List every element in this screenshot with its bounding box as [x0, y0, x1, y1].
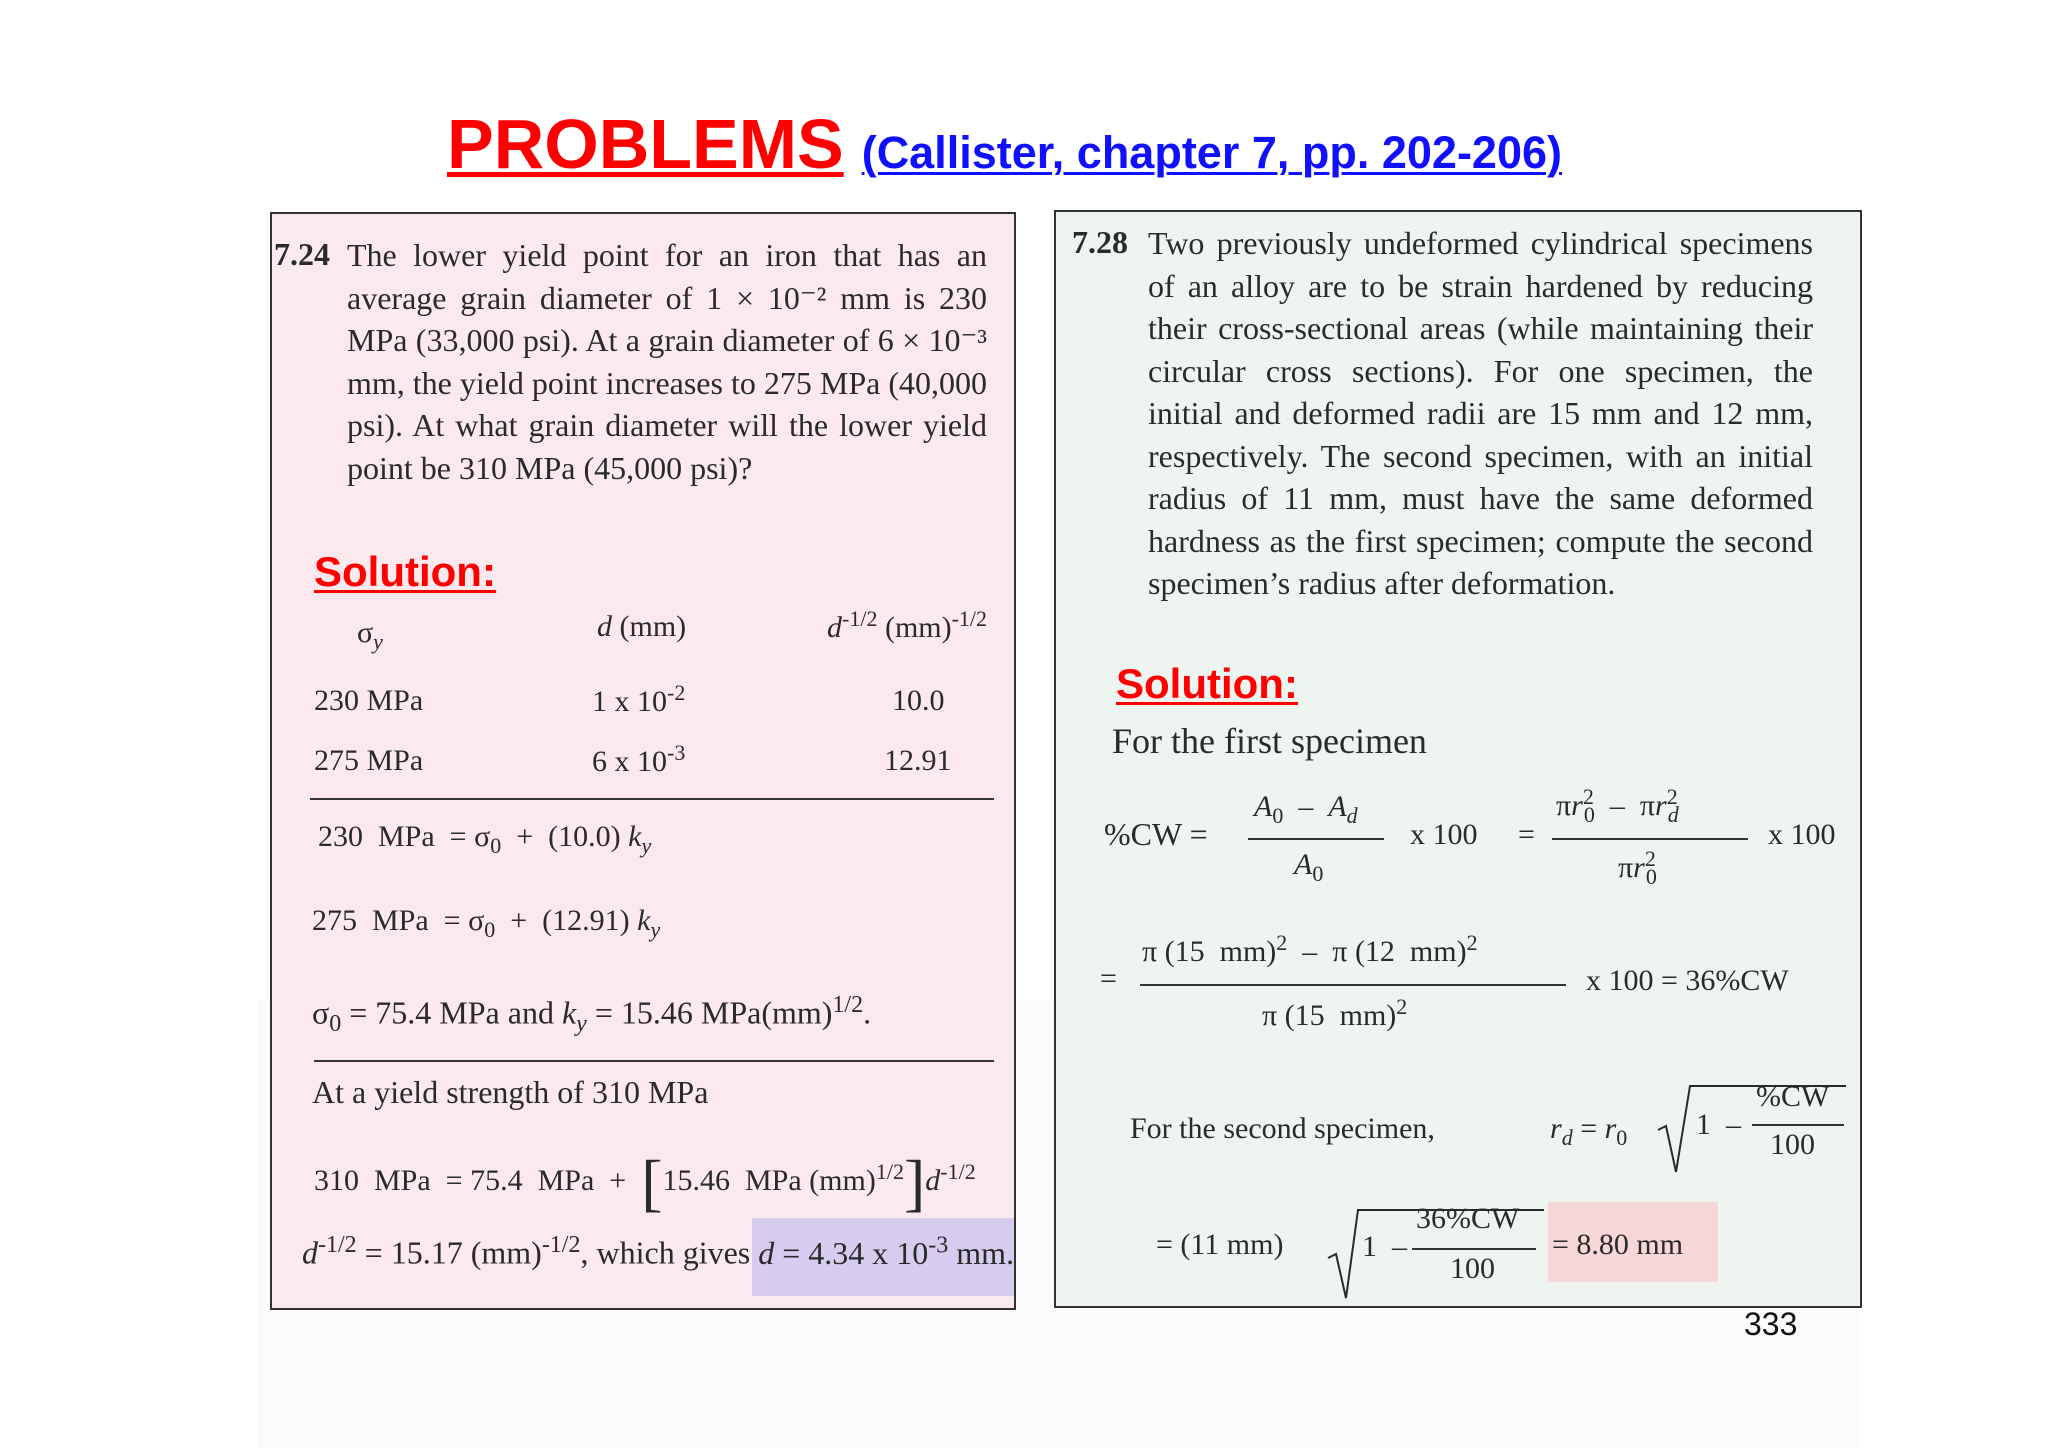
- cw-numerator-radius: $\pi r^2_0 - \pi r^2_d$: [1556, 784, 1679, 827]
- cw-denominator-radius: $\pi r^2_0$: [1618, 846, 1657, 889]
- cw-fraction-den: 100: [1770, 1128, 1815, 1161]
- first-specimen-text: For the first specimen: [1112, 721, 1427, 761]
- second-specimen-text: For the second specimen,: [1130, 1112, 1435, 1145]
- cw-numerator: $A_0 - A_d$: [1254, 790, 1358, 828]
- table-row-1-d: 1 x $10^{-2}$: [592, 680, 686, 718]
- table-row-1-dinv: 10.0: [892, 684, 945, 717]
- title-reference: (Callister, chapter 7, pp. 202-206): [861, 127, 1562, 178]
- cw-fraction-num: %CW: [1756, 1080, 1830, 1113]
- solution-label: Solution:: [314, 548, 496, 595]
- problem-number: 7.28: [1072, 224, 1128, 260]
- substitution-numerator: π (15 mm)$^2$ – π (12 mm)$^2$: [1142, 930, 1478, 968]
- fraction-bar: [1752, 1124, 1844, 1126]
- rd-equation: $r_d = r_0$: [1550, 1112, 1628, 1150]
- cw-result: x 100 = 36%CW: [1586, 964, 1789, 997]
- final-radius-result: = 8.80 mm: [1552, 1228, 1684, 1261]
- problem-number: 7.24: [274, 236, 330, 272]
- cw-denominator: $A_0$: [1294, 848, 1324, 886]
- fraction-bar: [1140, 984, 1566, 986]
- cw-label: %CW =: [1104, 816, 1208, 852]
- table-row-2-dinv: 12.91: [884, 744, 952, 777]
- final-fraction-den: 100: [1450, 1252, 1495, 1285]
- fraction-bar: [1552, 838, 1748, 840]
- equation-1: 230 MPa = $\sigma_0 + (10.0)$ $k_y$: [318, 820, 652, 858]
- equals-sign: =: [1100, 962, 1117, 995]
- table-row-2-d: 6 x $10^{-3}$: [592, 740, 686, 778]
- equation-3: $\sigma_0 = 75.4$ MPa and $k_y = 15.46$ MPa(mm)$^{1/2}$.: [312, 992, 872, 1038]
- problem-text: Two previously undeformed cylindrical specimens of an alloy are to be strain hardened by reducing their cross-sectional areas (while maintaining their circular cross sections). For one specimen, the initial and deformed radii are 15 mm and 12 mm, respectively. The second specimen, with an initial radius of 11 mm, must have the same deformed hardness as the first specimen; compute the second specimen’s radius after deformation.: [1148, 225, 1813, 601]
- solution-label: Solution:: [1116, 660, 1298, 707]
- fraction-bar: [1412, 1248, 1536, 1250]
- divider: [314, 1060, 994, 1062]
- yield-strength-text: At a yield strength of 310 MPa: [312, 1074, 709, 1110]
- equals-sign: =: [1518, 818, 1535, 851]
- one-minus: 1 –: [1362, 1230, 1407, 1263]
- times-100: x 100: [1410, 818, 1478, 851]
- problem-7-24-panel: [270, 212, 1016, 1310]
- table-header-dinv: $d^{-1/2}$ (mm)$^{-1/2}$: [827, 606, 988, 644]
- slide-title: [447, 104, 1647, 194]
- equation-2: 275 MPa = $\sigma_0 + (12.91)$ $k_y$: [312, 904, 661, 942]
- final-result: $d^{-1/2} = 15.17$ (mm)$^{-1/2}$, which gives d = 4.34 x $10^{-3}$ mm.: [302, 1232, 1015, 1271]
- final-fraction-num: 36%CW: [1416, 1202, 1520, 1235]
- table-row-2-sigma: 275 MPa: [314, 744, 424, 777]
- problem-7-28-panel: [1054, 210, 1862, 1308]
- times-100: x 100: [1768, 818, 1836, 851]
- page-number: 333: [1744, 1306, 1798, 1342]
- title-problems: PROBLEMS: [447, 105, 844, 183]
- divider: [310, 798, 994, 800]
- grain-diameter-result: d = 4.34 x $10^{-3}$ mm.: [758, 1232, 1015, 1271]
- table-header-d: d (mm): [597, 610, 687, 643]
- table-row-1-sigma: 230 MPa: [314, 684, 424, 717]
- fraction-bar: [1248, 838, 1384, 840]
- final-prefix: = (11 mm): [1156, 1228, 1284, 1261]
- equation-4: 310 MPa = 75.4 MPa + [15.46 MPa $(mm)^{1/2}]d^{-1/2}$: [314, 1147, 976, 1218]
- table-header-sigma: $\sigma_y$: [357, 616, 383, 654]
- problem-text: The lower yield point for an iron that has an average grain diameter of 1 × 10⁻² mm is 230 MPa (33,000 psi). At a grain diameter of 6 × 10⁻³ mm, the yield point increases to 275 MPa (40,000 psi). At what grain diameter will the lower yield point be 310 MPa (45,000 psi)?: [347, 237, 987, 486]
- one-minus: 1 –: [1696, 1108, 1741, 1141]
- substitution-denominator: π (15 mm)$^2$: [1262, 994, 1408, 1032]
